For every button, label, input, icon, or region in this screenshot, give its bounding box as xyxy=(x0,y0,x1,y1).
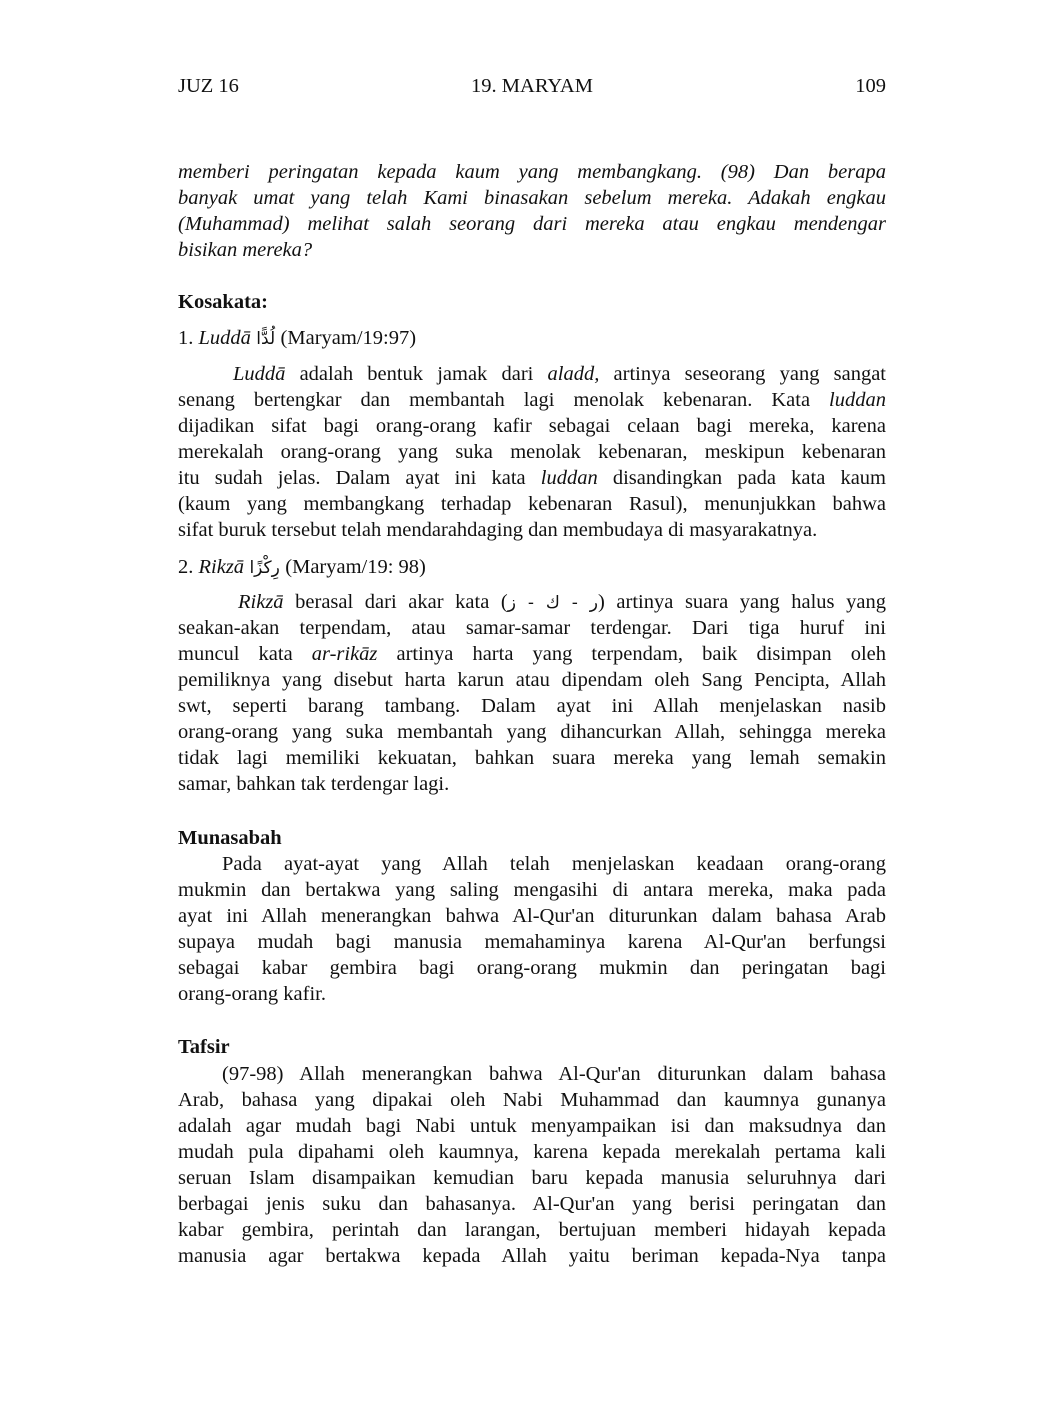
text-run: itu sudah jelas. Dalam ayat ini kata xyxy=(178,467,541,489)
text-line xyxy=(178,1217,886,1243)
text-line xyxy=(178,745,886,771)
text-line xyxy=(178,929,886,955)
page-header xyxy=(178,73,886,99)
text-line xyxy=(178,1087,886,1113)
vocabulary-item xyxy=(178,554,886,580)
text-run: Pada ayat-ayat yang Allah telah menjelaskan keadaan orang-orang xyxy=(222,853,886,875)
paragraph xyxy=(178,159,886,263)
text-run: merekalah orang-orang yang suka menolak kebenaran, meskipun kebenaran xyxy=(178,441,886,463)
text-line xyxy=(178,159,886,185)
text-run: (Maryam/19:97) xyxy=(280,327,417,349)
text-run: adalah bentuk jamak dari xyxy=(285,363,548,385)
text-run: banyak umat yang telah Kami binasakan sebelum mereka. Adakah engkau xyxy=(178,187,886,209)
text-run: mudah pula dipahami oleh kaumnya, karena kepada merekalah pertama kali xyxy=(178,1141,886,1163)
text-line xyxy=(178,1243,886,1269)
text-run: (kaum yang membangkang terhadap kebenaran Rasul), menunjukkan bahwa xyxy=(178,493,886,515)
arabic-text: لُدًّا xyxy=(250,329,281,349)
text-run: (Muhammad) melihat salah seorang dari mereka atau engkau mendengar xyxy=(178,213,886,235)
paragraph xyxy=(178,589,886,797)
page-number: 109 xyxy=(855,75,886,97)
juz-label: JUZ 16 xyxy=(178,75,239,97)
arabic-text: رِكْزًا xyxy=(244,558,286,578)
text-run: Arab, bahasa yang dipakai oleh Nabi Muhammad dan kaumnya gunanya xyxy=(178,1089,886,1111)
section-heading: Tafsir xyxy=(178,1036,230,1058)
paragraph xyxy=(178,361,886,543)
italic-term: aladd, xyxy=(547,363,600,385)
paragraph xyxy=(178,851,886,1007)
text-run: disandingkan pada kata kaum xyxy=(597,467,887,489)
vocabulary-item xyxy=(178,325,886,351)
text-run: pemiliknya yang disebut harta karun atau dipendam oleh Sang Pencipta, Allah xyxy=(178,669,886,691)
text-line xyxy=(178,615,886,641)
text-line xyxy=(178,413,886,439)
italic-term: ar-rikāz xyxy=(311,643,378,665)
text-line xyxy=(178,491,886,517)
paragraph xyxy=(178,1061,886,1269)
text-run: muncul kata xyxy=(178,643,312,665)
text-line xyxy=(178,439,886,465)
text-run: artinya seseorang yang sangat xyxy=(599,363,886,385)
text-line xyxy=(178,237,886,263)
italic-term: luddan xyxy=(540,467,598,489)
text-run: mukmin dan bertakwa yang saling mengasihi di antara mereka, maka pada xyxy=(178,879,886,901)
text-run: ayat ini Allah menerangkan bahwa Al-Qur'an diturunkan dalam bahasa Arab xyxy=(178,905,886,927)
text-line xyxy=(178,387,886,413)
text-run: sebagai kabar gembira bagi orang-orang mukmin dan peringatan bagi xyxy=(178,957,886,979)
text-run: memberi peringatan kepada kaum yang membangkang. (98) Dan berapa xyxy=(178,161,886,183)
text-line xyxy=(178,1113,886,1139)
text-run: 1. xyxy=(178,327,199,349)
text-line xyxy=(178,517,886,543)
section-heading: Kosakata: xyxy=(178,291,268,313)
text-run: supaya mudah bagi manusia memahaminya karena Al-Qur'an berfungsi xyxy=(178,931,886,953)
text-run: berasal dari akar kata ( xyxy=(283,591,508,613)
text-run: orang-orang kafir. xyxy=(178,983,326,1005)
text-line xyxy=(178,877,886,903)
text-line xyxy=(178,1191,886,1217)
text-run: sifat buruk tersebut telah mendarahdaging dan membudaya di masyarakatnya. xyxy=(178,519,818,541)
text-run: manusia agar bertakwa kepada Allah yaitu beriman kepada-Nya tanpa xyxy=(178,1245,886,1267)
text-run: samar, bahkan tak terdengar lagi. xyxy=(178,773,450,795)
text-line xyxy=(178,1139,886,1165)
text-run: seakan-akan terpendam, atau samar-samar terdengar. Dari tiga huruf ini xyxy=(178,617,886,639)
text-run: artinya harta yang terpendam, baik disimpan oleh xyxy=(377,643,886,665)
text-line xyxy=(178,903,886,929)
italic-term: luddan xyxy=(829,389,886,411)
text-line xyxy=(178,1061,886,1087)
text-run: ) artinya suara yang halus yang xyxy=(598,591,886,613)
text-run: (Maryam/19: 98) xyxy=(285,556,426,578)
text-line xyxy=(178,981,886,1007)
italic-term: Luddā xyxy=(198,327,251,349)
text-line xyxy=(178,1165,886,1191)
text-run: (97-98) Allah menerangkan bahwa Al-Qur'an diturunkan dalam bahasa xyxy=(222,1063,886,1085)
text-line xyxy=(178,955,886,981)
arabic-text: ر - ك - ز xyxy=(507,593,598,613)
italic-term: Rikzā xyxy=(198,556,245,578)
chapter-title: 19. MARYAM xyxy=(471,75,593,97)
text-run: swt, seperti barang tambang. Dalam ayat ini Allah menjelaskan nasib xyxy=(178,695,886,717)
text-line xyxy=(178,693,886,719)
text-line xyxy=(178,589,886,615)
italic-term: Luddā xyxy=(233,363,286,385)
text-run: kabar gembira, perintah dan larangan, bertujuan memberi hidayah kepada xyxy=(178,1219,886,1241)
text-line xyxy=(178,851,886,877)
text-line xyxy=(178,185,886,211)
text-run: tidak lagi memiliki kekuatan, bahkan suara mereka yang lemah semakin xyxy=(178,747,886,769)
text-line xyxy=(178,771,886,797)
text-run: seruan Islam disampaikan kemudian baru kepada manusia seluruhnya dari xyxy=(178,1167,886,1189)
text-line xyxy=(178,641,886,667)
text-line xyxy=(178,465,886,491)
text-run: senang bertengkar dan membantah lagi menolak kebenaran. Kata xyxy=(178,389,830,411)
text-line xyxy=(178,211,886,237)
section-heading: Munasabah xyxy=(178,827,282,849)
text-line xyxy=(178,361,886,387)
text-run: bisikan mereka? xyxy=(178,239,313,261)
text-line xyxy=(178,719,886,745)
text-run: adalah agar mudah bagi Nabi untuk menyampaikan isi dan maksudnya dan xyxy=(178,1115,886,1137)
text-run: berbagai jenis suku dan bahasanya. Al-Qur'an yang berisi peringatan dan xyxy=(178,1193,886,1215)
text-run: dijadikan sifat bagi orang-orang kafir sebagai celaan bagi mereka, karena xyxy=(178,415,886,437)
text-line xyxy=(178,667,886,693)
text-run: orang-orang yang suka membantah yang dihancurkan Allah, sehingga mereka xyxy=(178,721,886,743)
page-body xyxy=(178,159,886,1269)
italic-term: Rikzā xyxy=(238,591,284,613)
text-run: 2. xyxy=(178,556,199,578)
